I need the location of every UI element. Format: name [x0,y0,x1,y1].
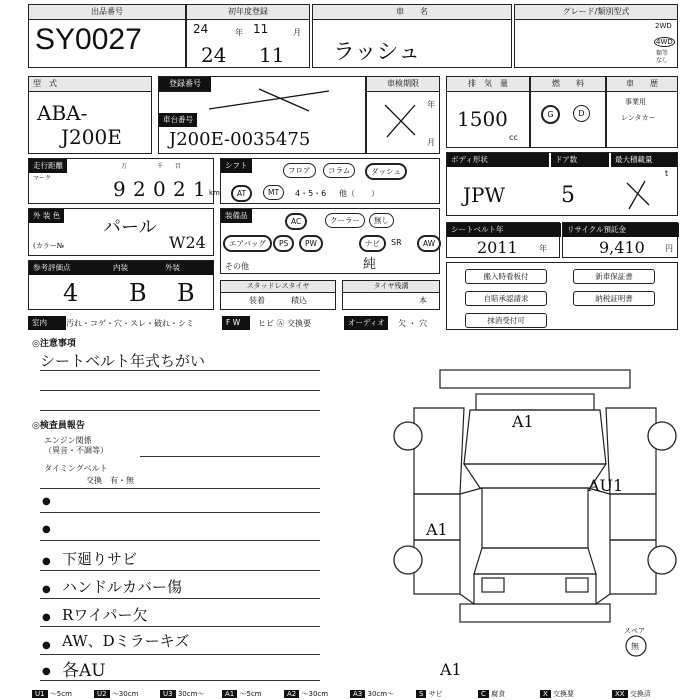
inspector-item-1: 下廻りサビ [62,550,138,568]
body-value: JPW [463,183,506,207]
shift-other: 他（ ） [339,189,379,198]
studless-label: スタッドレスタイヤ [221,281,335,293]
doors-value: 5 [561,183,575,208]
notes-rule-3 [40,410,320,411]
equipment-note: 純 [363,257,377,272]
doc-insurance: 自賠承認請求 [465,291,547,306]
inspection-year-unit: 年 [427,100,435,109]
seatbelt-label: シートベルト年 [447,223,561,237]
legend-val-2: ～30cm [111,690,139,698]
mileage-unit-man: 万 [121,163,128,170]
legend-val-6: 30cm～ [367,690,395,698]
shift-at: AT [231,185,252,202]
model-label: 型 式 [29,77,151,92]
score-exterior: B [177,279,195,307]
equipment-aw: AW [417,235,441,252]
lot-label: 出品番号 [29,5,185,20]
capacity-cross [623,177,653,211]
shift-mt: MT [263,185,284,200]
seatbelt-unit: 年 [539,244,547,253]
studless-opt2: 積込 [291,296,307,305]
legend-5 [284,689,328,700]
studless-box [220,280,336,310]
fw-bar-text: ヒビ Ⓐ 交換要 [258,319,312,328]
reg-chassis-box [158,76,366,154]
mileage-digit-4: 2 [173,177,186,201]
equipment-sr: SR [391,238,402,247]
legend-2 [94,689,138,700]
displacement-unit: cc [509,133,518,142]
inspector-item-5: 各AU [62,661,106,681]
recycle-label: リサイクル預託金 [563,223,679,237]
inspector-rule-engine [140,456,320,457]
inspector-bullet-3: ● [42,556,51,567]
inspector-bullet-5: ● [42,612,51,623]
reg-no-cross [199,85,339,115]
audio-bar-label: オーディオ [344,316,388,330]
doc-tax: 納税証明書 [573,291,655,306]
fw-bar-label: F W [222,316,250,330]
inspection-label: 車検期限 [367,77,439,92]
notes-title: ◎注意事項 [32,339,76,349]
mileage-unit-sen: 千 [157,163,164,170]
legend-val-8: 腐食 [491,690,506,698]
color-label: 外 装 色 [29,209,64,223]
legend-key-8: C [478,690,489,698]
legend-key-1: U1 [32,690,48,698]
first-reg-label: 初年度登録 [187,5,309,20]
spare-none: 無 [631,642,639,651]
score-exterior-label: 外装 [161,261,213,275]
reg-no-label: 登録番号 [159,77,211,92]
history-commercial: 事業用 [625,98,646,106]
doors-label: ドア数 [551,153,609,167]
recycle-unit: 円 [665,244,673,253]
mileage-digit-2: 2 [133,177,146,201]
shift-dash: ダッシュ [365,163,407,180]
legend-val-5: ～30cm [301,690,329,698]
grade-label: グレード/類別型式 [515,5,677,20]
chassis-number: J200E-0035475 [169,129,311,150]
legend-key-5: A2 [284,690,299,698]
lot-number: SY0027 [35,23,142,56]
notes-rule-1 [40,370,320,371]
history-label: 車 歴 [607,77,677,92]
inspector-timing: タイミングベルト [44,464,108,473]
body-label: ボディ形状 [447,153,549,167]
inspector-rule-timing [40,488,320,489]
mileage-unit-km: km [209,189,220,197]
inspector-rule-1 [40,512,320,513]
legend-key-9: X [540,690,551,698]
shift-label: シフト [221,159,252,173]
doc-deregistration: 抹消受付可 [465,313,547,328]
color-code-label: (カラー№ [33,242,65,250]
shift-gears: 4・5・6 [295,189,327,198]
legend-key-3: U3 [160,690,176,698]
legend-key-6: A3 [350,690,365,698]
mileage-digit-5: 1 [193,177,206,201]
history-rental: レンタカー [621,114,656,122]
mileage-label: 走行距離 [29,159,67,173]
interior-bar-label: 室内 [28,316,66,330]
legend-1 [32,689,72,700]
first-reg-year-unit: 年 [235,28,243,37]
mileage-box [28,158,220,204]
inspector-engine: エンジン関係 （異音・不調等） [44,436,108,455]
equipment-pw: PW [299,235,323,252]
displacement-value: 1500 [457,107,508,131]
grade-4wd: 4WD [656,38,673,46]
first-reg-box [186,4,310,68]
doc-warranty: 新車保証書 [573,269,655,284]
legend-6 [350,689,394,700]
first-reg-month-written: 11 [259,43,285,67]
legend-val-10: 交換済 [629,690,651,698]
documents-box [446,262,678,330]
legend-val-9: 交換要 [553,690,575,698]
legend-key-4: A1 [222,690,237,698]
car-name-label: 車 名 [313,5,511,20]
tire-unit: 本 [419,296,427,305]
color-value: パール [103,217,157,238]
legend-8 [478,689,505,700]
body-box [446,152,678,216]
equipment-airbag: エアバッグ [223,235,272,252]
legend-val-1: ～5cm [49,690,72,698]
model-box [28,76,152,154]
diagram-mark-top: A1 [512,412,534,431]
inspector-bullet-2: ● [42,524,51,535]
equipment-other: その他 [225,262,249,271]
legend-key-2: U2 [94,690,110,698]
legend-val-3: 30cm～ [177,690,205,698]
spare-label: スペア [624,627,645,635]
mileage-mark: マーク [33,175,52,182]
grade-2wd: 2WD [655,22,672,30]
model-line1: ABA- [37,101,88,125]
tire-box [342,280,440,310]
grade-box [514,4,678,68]
recycle-box [562,222,678,258]
doc-signboard: 搬入時看板付 [465,269,547,284]
history-box [606,76,678,148]
legend-10 [612,689,651,700]
inspector-rule-7 [40,680,320,681]
inspector-rule-6 [40,654,320,655]
legend-3 [160,689,204,700]
legend-9 [540,689,574,700]
displacement-box [446,76,530,148]
recycle-value: 9,410 [599,238,645,257]
legend-4 [222,689,262,700]
color-box [28,208,214,256]
seatbelt-box [446,222,560,258]
score-overall: 4 [63,279,79,307]
inspector-bullet-7: ● [42,666,51,677]
inspector-timing-exchange: 交換 有・無 [86,476,134,485]
diagram-mark-left: A1 [426,520,448,539]
equipment-box [220,208,440,274]
studless-opt1: 装着 [249,296,265,305]
inspector-rule-3 [40,570,320,571]
inspector-item-4: AW、Dミラーキズ [62,632,190,650]
car-name-value: ラッシュ [333,40,421,65]
shift-column: コラム [323,163,355,178]
fuel-diesel: D [573,105,590,122]
notes-rule-2 [40,390,320,391]
score-overall-label: 参考評価点 [29,261,109,275]
grade-none: 類等 なし [656,50,669,64]
equipment-ac: AC [285,213,307,230]
score-interior-label: 内装 [109,261,161,275]
legend-key-7: S [416,690,426,698]
inspection-cross [381,101,421,141]
legend-7 [416,689,443,700]
equipment-ps: PS [273,235,294,252]
model-line2: J200E [61,125,122,149]
inspection-month-unit: 月 [427,138,435,147]
capacity-unit: t [665,169,669,178]
mileage-digit-1: 9 [113,177,126,201]
mileage-unit-hyaku: 百 [175,163,182,170]
scores-box [28,260,214,310]
inspector-bullet-1: ● [42,496,51,507]
interior-bar-text: 汚れ・コゲ・穴・スレ・破れ・シミ [66,319,194,328]
legend-val-4: ～5cm [239,690,262,698]
car-diagram [390,364,680,660]
shift-box [220,158,440,204]
equipment-cooler: クーラー [325,213,365,228]
mileage-digit-3: 0 [153,177,166,201]
tire-label: タイヤ残溝 [343,281,439,293]
inspector-item-2: ハンドルカバー傷 [62,578,183,596]
seatbelt-value: 2011 [477,238,518,257]
equipment-none: 無し [369,213,394,228]
diagram-mark-bottom: A1 [440,660,462,679]
inspector-rule-4 [40,598,320,599]
equipment-navi: ナビ [359,235,386,252]
color-code: W24 [169,233,206,252]
fuel-gasoline: G [541,105,560,124]
inspector-item-3: Rワイパー欠 [62,606,148,624]
first-reg-month-unit: 月 [293,28,301,37]
first-reg-year-written: 24 [201,43,227,67]
inspector-bullet-6: ● [42,640,51,651]
shift-floor: フロア [283,163,316,178]
first-reg-year-printed: 24 [193,22,209,36]
inspector-bullet-4: ● [42,584,51,595]
diagram-mark-right: AU1 [588,476,624,495]
lot-box [28,4,186,68]
inspector-rule-5 [40,626,320,627]
audio-bar-text: 欠 ・ 穴 [398,319,428,328]
fuel-box [530,76,606,148]
legend-key-10: XX [612,690,628,698]
equipment-label: 装備品 [221,209,252,223]
fuel-label: 燃 料 [531,77,605,92]
inspector-rule-2 [40,540,320,541]
inspection-box [366,76,440,154]
legend-val-7: サビ [428,690,443,698]
capacity-label: 最大積載量 [611,153,677,167]
score-interior: B [129,279,147,307]
inspector-title: ◎検査員報告 [32,421,85,431]
chassis-label: 車台番号 [159,113,197,127]
first-reg-month-printed: 11 [253,22,269,36]
displacement-label: 排 気 量 [447,77,529,92]
notes-line1: シートベルト年式ちがい [40,352,206,370]
car-name-box [312,4,512,68]
